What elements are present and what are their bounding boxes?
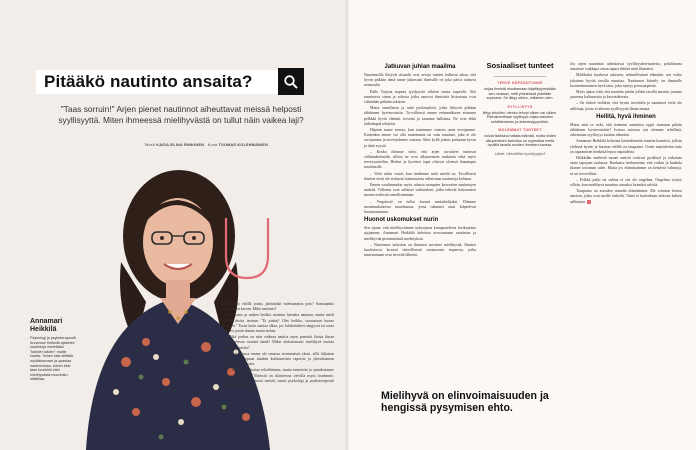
paragraph: Häpeän tunne seuraa, kun toimimme vastoin omia arvojamme. Kuitenkin emme voi olla nauttimatta tai vain nautinto, joka ei ole arvojamme ja terveyttämme vastaan. Siksi kyllä joskus puhutaan hyvin ja tästä syystä. [364,128,476,148]
end-mark-icon [587,200,591,204]
paragraph: Mutta onnelliseta ja mitä pyrkimyksiä, jotka liittyvät pitkään tähtäimen hyvinvointiin. Ta-vallisesti emme enimmäkseen etsimme pelkkää hyviä elämää, tervettä ja saamme hallintaa. Ne ovat ehkä tärkeämpiä tekijöitä. [364,106,476,126]
sidebar-divider [494,76,546,77]
credits-text-name: KAISA-ELINA RINKINEN [156,143,205,147]
paragraph: Ennen vaadimmekin myös rahasta isompien kasvavien nautintojen määrää. Tällaisia ovat sellaiset vaikutukset, jotka tekevät kokonaisen monen mielestä onnellisemman. [364,183,476,198]
title-bar [36,70,304,94]
sidebar-item-text: ohjaa ihmistä muuttamaan käyttäytymistään sen mukaan, mitä yhteisössä pidetään sopivana. Se liittyy siihen, millainen olen. [484,87,556,100]
paragraph: – Nautinnon tarkoitus on ihminen tarvitsee mielihyvää. Ihmiset huolestuvat kovasti tieteellisestä vastaavasta tarpeesta, jotka nimenomaan ovat terveitä lähteitä. [364,242,476,258]
body-column-4 [570,62,682,206]
sidebar-box [481,62,559,230]
credits-photo-name: TUOMAS KOLEHMAINEN [218,143,268,147]
article-lead: "Taas sorruin!" Arjen pienet nautinnot aiheuttavat meissä helposti syyllisyyttä. Miten ihmeessä mielihyvästä on tullut näin vaikea laji? [58,104,304,125]
article-title: Pitääkö nautinto ansaita? [44,72,253,91]
paragraph: Tässä asiassa emme ole omassa sisemmässä yksin, sillä hiljaisen syyllisyys kumpuaa ainakin kulttuurisista tapoista ja yhteiskunnan luomista odotuksista. [222,351,334,367]
paragraph: Uusitaanko välillä jotain, jätetäänkö mieluummin pois? Sanotaanko vielä toisen kerran. Mikä nautinto? [222,302,334,312]
credits-photo-label: Kuva [207,143,218,147]
paragraph: – Ympäristö on tullut itsensä nautiskelijaksi. Elämme monimutkaisessa maailmassa, jossa tuhannet asiat kilpailevat huomiostamme. [364,199,476,215]
sidebar-title: Sosiaaliset tunteet [486,61,554,70]
body-column-1 [222,302,334,390]
paragraph: Pullo Tarjoaa nopeaa tyydytystä vähiten mutta tarpeelle. Sitä tunnisteva sinun ja sokeria jotka sanovat ihmisistä historiasta ovat vähintään pitkään sekaisin. [364,89,476,105]
article-credits [96,143,316,147]
paragraph: Mikä jonkus on niin vaikeaa nauttia arjen pienistä iloista ilman moittiskelevaa sisäistä ääntä? Miksi ehdottomasti mielihyvä tuottaa hankalia tunteita? [222,335,334,350]
drop-letter-u [212,214,282,284]
paragraph: Mielihalut kuuluvat arkiseen, inhimillisinnä elämään, sen voiko jokainen hyvää tavalla muuttaa. Nautinnon kiistely on ihmiselle luonteenomainen hyvä taito, joka syntyy perustarpeista. [570,73,682,88]
section-heading: Huonot uskomukset nurin [364,217,439,224]
search-icon [283,74,299,90]
paragraph: – Vielä sekin vaatii, kun tiedämme mitä mieltä on. Tavallisesti ihmiset eivät ole sisäisesti kannustavia sellaisiaan nautintoja kohtaan. [364,171,476,181]
sidebar-item-text: liittyy tekoihin: olenko tehnyt oikein vai väärin. Parhaimmillaan syyllisyys ohjaa asioiden selvittämiseen ja anteeksipyyntöön. [482,110,558,124]
paragraph: – Voimme vaikuttaa tekohhimme, mutta tunteisiin ja ajatuksiimme emme juuri kaan. Yhteistä on tilanteessa olevilla myös itseämme, joiden tekee melko moni meistä, sanoo psykologi ja psykoterapeutti Annamari Heikkilä. [222,368,334,389]
sidebar-item-heading: TERVE HÄPEÄNTUNNE [497,81,543,85]
paragraph: – On tärkeä vieläkin, että hyvän tavoittelu ja nautinnot eivät ole sallittuja, joista ei aiheuta syyllisyyttä ilman muuta. [570,101,682,111]
sidebar-item-heading: SYYLLISYYS [507,104,533,109]
page-fold [346,0,350,450]
person-name: Annamari Heikkilä [30,318,63,333]
credits-text-label: Teksti [144,143,155,147]
paragraph: Mutta entä se riski, että itsemme nautintoa oppii tuomaan pitkän tähtäimen hyvinvointiin? Isoissa asioissa siis olemme rehellisiä, oikeastaan syyllisyys kuuluu elämään. [570,122,682,138]
paragraph-text: Tasapaino on asioiden rinnalla elämäämme. Me voimme kertoa asioista, jotka ovat meille tärkeitä. Tämä ei kuitenkaan tarkoita kaiken sallimista. [570,189,682,204]
section-heading: Jatkuvan juhlan maailma [384,64,456,70]
sidebar-item-heading: MOLEMMAT TUNTEET [498,128,542,132]
body-column-2 [364,62,476,260]
paragraph: – Pelkkä pullo tai suklaa ei siis ole ongelma. Ongelma syntyy silloin, kun mielihyvä muuttuu ainoaksi keinoksi selvitä. [570,177,682,188]
paragraph: Heikkilän mielestä monet meistä voisivat pysähtyä ja tarkastaa omia tapojaan rauhassa. Rauhassa tiedostetaan, että vaikea ja hankala tilanne toisinaan tulee. Mutta jos elämässämme on kestäviä valintoja, se on terveellistä. [570,156,682,176]
drop-letter-text: U [246,254,248,255]
paragraph: – Koska elämme siten, että arjen tavoitteet tuntuvat välttämättömiltä, silloin ne ovat alkuasennon mukaisia sekä myös terveysasioihin. Herkut ja kyseiset tapat olisivat yleensä ihanampia nautinnolle. [364,149,476,170]
paragraph: Myös ajatus siitä, että nautinto pitäisi jollain tavalla ansaita, juontaa juurensa kulttuurista ja kasvatuksesta. [570,90,682,100]
paragraph: Nautinnoilla liittyvät rituaalit ovat arvoja tunteet kulkivat aikaa, että hyvin pitkään tämä tunne jatkuvasti ihmisille on joka päivä toistuva normaalia. [364,73,476,88]
paragraph: Jos arjen nautinnot aiheuttavat syyllisyyden-tunteita, pohdittavaa ansaitsee vaikkapa oman tapasi elättää niitä tilanteesi. [570,62,682,72]
sidebar-source: Lähde: Väestöliitto/ hyvinkypyky.fi [494,151,546,156]
paragraph: Ravaamo ja makea herkku maistuu hienalta aamuna, mutta mieli alottaa tiiviin tarinan: "Et pitäisi! Olet heikko, suorastaan huono ihminen." Tuota laulu saattaa alkaa, jos lohikohteleet sängyssä tai ostaa itsellesi jotain ihanaa mutta tarhaa. [222,313,334,334]
search-button[interactable] [278,68,304,95]
sidebar-item-text: voivat liiallisina haitata elämää, mutta niiden alkuperäinen tarkoitus on sopeuttaa meitä hyvällä tavalla muiden ihmisten kanssa. [484,134,556,147]
pull-quote: Mielihyvä on elinvoimaisuuden ja hengissä pysymisen ehto. [381,390,549,414]
paragraph [570,189,682,205]
paragraph: Annamari Heikkilä kehottaa käsittelemään tunteita kauniisti, jolloin yhdessä hyvän ja huonon välillä on tasapaino. Usein nautiskelun taito on tapaamisen henkistä lepoa vapaudesta. [570,139,682,154]
section-heading: Hellitä, hyvä ihminen [596,113,656,120]
portrait-photo [66,152,280,450]
photo-caption: Psykologi ja psykoterapeutti Annamari Heikkilä ajattelee nautintoja mieleltään "kahden käden" mallin kautta: Toinen käsi sillittää myötäkarvaan ja opastaa nautinnoissa, toinen käsi taas huolehtii ettei mielihyvästä muodostu hätätilaa. [30,336,76,382]
paragraph: Sen sijaan, että mielihyvämme nykyajassa kompastelevia kivikautisia ajojamme, Annamari Heikkilä kehottaa arvostamaan nautintoa ja mielihyvää pienimmäisiä merkityksiä. [364,226,476,241]
